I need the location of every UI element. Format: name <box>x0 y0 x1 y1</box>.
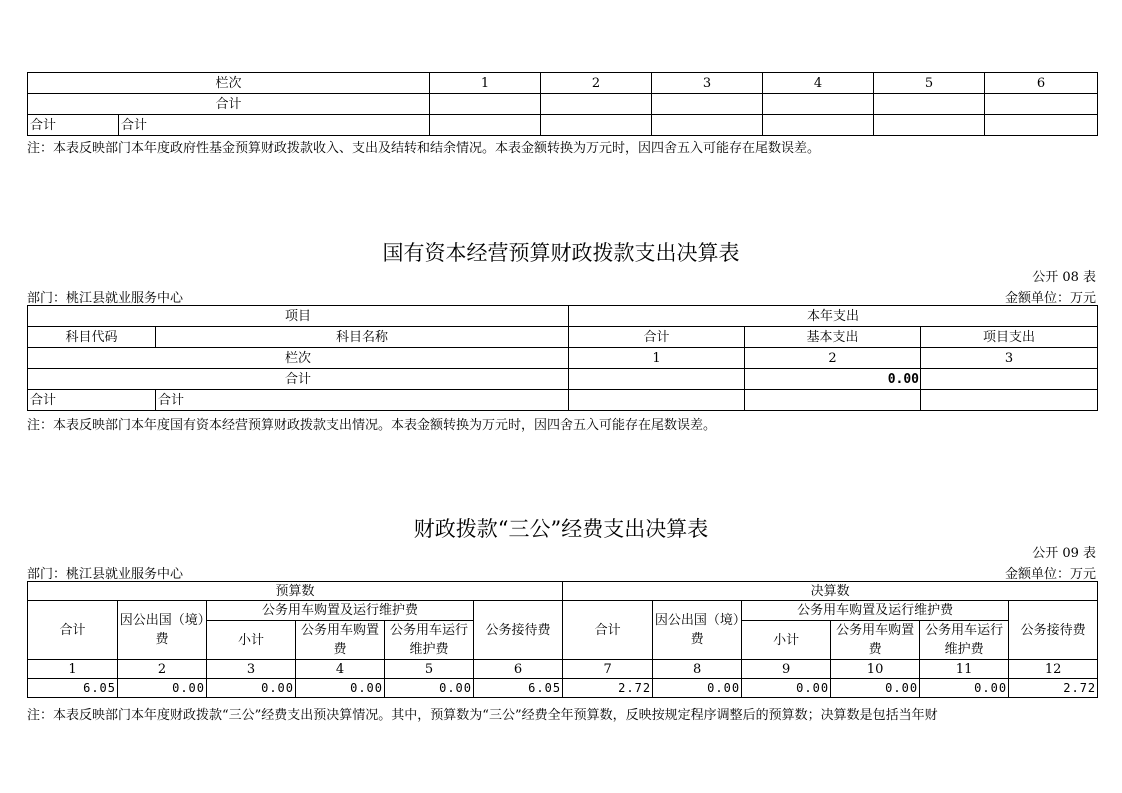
table-row <box>28 369 1098 390</box>
value-cell: 6.05 <box>474 679 563 698</box>
col-number: 1 <box>28 660 118 679</box>
table-row <box>28 601 1098 621</box>
col-number: 12 <box>1009 660 1098 679</box>
value-cell: 0.00 <box>653 679 742 698</box>
header-abroad: 因公出国（境）费 <box>118 601 207 660</box>
header-final: 决算数 <box>563 582 1098 601</box>
col-number: 10 <box>831 660 920 679</box>
table-cell <box>985 94 1098 115</box>
col-number: 4 <box>296 660 385 679</box>
table-row <box>28 582 1098 601</box>
heji-basic-value: 0.00 <box>745 369 921 390</box>
value-cell: 2.72 <box>1009 679 1098 698</box>
header-code: 科目代码 <box>28 327 156 348</box>
table-row <box>28 94 1098 115</box>
header-abroad: 因公出国（境）费 <box>653 601 742 660</box>
value-cell: 6.05 <box>28 679 118 698</box>
department-label: 部门：桃江县就业服务中心 <box>27 291 184 306</box>
lanci-label: 栏次 <box>28 73 430 94</box>
table-cell <box>430 115 541 136</box>
table-cell <box>874 115 985 136</box>
value-cell: 0.00 <box>296 679 385 698</box>
header-basic: 基本支出 <box>745 327 921 348</box>
col-number: 6 <box>985 73 1098 94</box>
table-cell <box>763 94 874 115</box>
table-cell <box>921 369 1098 390</box>
table-note: 注：本表反映部门本年度国有资本经营预算财政拨款支出情况。本表金额转换为万元时，因四舍五入可能存在尾数误差。 <box>27 418 717 433</box>
table-cell <box>921 390 1098 411</box>
value-cell: 0.00 <box>207 679 296 698</box>
unit-label: 金额单位：万元 <box>1004 567 1096 582</box>
col-number: 6 <box>474 660 563 679</box>
header-budget: 预算数 <box>28 582 563 601</box>
header-car: 公务用车购置及运行维护费 <box>207 601 474 621</box>
three-public-table <box>27 581 1098 698</box>
table-row <box>28 660 1098 679</box>
heji-label: 合计 <box>28 115 119 136</box>
header-total: 合计 <box>569 327 745 348</box>
value-cell: 0.00 <box>742 679 831 698</box>
table-cell <box>430 94 541 115</box>
value-cell: 0.00 <box>385 679 474 698</box>
col-number: 2 <box>745 348 921 369</box>
header-reception: 公务接待费 <box>474 601 563 660</box>
value-cell: 2.72 <box>563 679 653 698</box>
col-number: 3 <box>207 660 296 679</box>
header-reception: 公务接待费 <box>1009 601 1098 660</box>
header-name: 科目名称 <box>156 327 569 348</box>
col-number: 5 <box>385 660 474 679</box>
state-capital-table <box>27 305 1098 411</box>
col-number: 2 <box>118 660 207 679</box>
table-cell <box>652 94 763 115</box>
heji-label: 合计 <box>28 369 569 390</box>
table-cell <box>541 94 652 115</box>
col-number: 1 <box>430 73 541 94</box>
table-cell <box>763 115 874 136</box>
table-code: 公开 09 表 <box>1032 546 1096 561</box>
header-car-run: 公务用车运行维护费 <box>920 621 1009 660</box>
heji-label: 合计 <box>28 390 156 411</box>
page-title: 国有资本经营预算财政拨款支出决算表 <box>382 241 740 265</box>
heji-label: 合计 <box>119 115 430 136</box>
lanci-label: 栏次 <box>28 348 569 369</box>
header-item: 项目 <box>28 306 569 327</box>
table-cell <box>569 369 745 390</box>
table-cell <box>541 115 652 136</box>
col-number: 9 <box>742 660 831 679</box>
table-row <box>28 327 1098 348</box>
table-row <box>28 390 1098 411</box>
header-car-buy: 公务用车购置费 <box>296 621 385 660</box>
heji-label: 合计 <box>28 94 430 115</box>
table-row <box>28 306 1098 327</box>
header-car-run: 公务用车运行维护费 <box>385 621 474 660</box>
header-subtotal: 小计 <box>742 621 831 660</box>
col-number: 4 <box>763 73 874 94</box>
table-row <box>28 115 1098 136</box>
header-total: 合计 <box>28 601 118 660</box>
col-number: 7 <box>563 660 653 679</box>
table-cell <box>569 390 745 411</box>
table-cell <box>652 115 763 136</box>
header-project: 项目支出 <box>921 327 1098 348</box>
table-row <box>28 679 1098 698</box>
value-cell: 0.00 <box>920 679 1009 698</box>
table-row <box>28 348 1098 369</box>
table-code: 公开 08 表 <box>1032 270 1096 285</box>
header-car: 公务用车购置及运行维护费 <box>742 601 1009 621</box>
table-note: 注：本表反映部门本年度财政拨款“三公”经费支出预决算情况。其中，预算数为“三公”经费全年预算数，反映按规定程序调整后的预算数；决算数是包括当年财 <box>27 708 938 723</box>
table-cell <box>745 390 921 411</box>
col-number: 3 <box>921 348 1098 369</box>
heji-label: 合计 <box>156 390 569 411</box>
fund-table <box>27 72 1098 136</box>
value-cell: 0.00 <box>831 679 920 698</box>
col-number: 1 <box>569 348 745 369</box>
header-subtotal: 小计 <box>207 621 296 660</box>
col-number: 11 <box>920 660 1009 679</box>
table-row <box>28 73 1098 94</box>
header-car-buy: 公务用车购置费 <box>831 621 920 660</box>
unit-label: 金额单位：万元 <box>1004 291 1096 306</box>
department-label: 部门：桃江县就业服务中心 <box>27 567 184 582</box>
value-cell: 0.00 <box>118 679 207 698</box>
col-number: 3 <box>652 73 763 94</box>
col-number: 5 <box>874 73 985 94</box>
col-number: 8 <box>653 660 742 679</box>
table-note: 注：本表反映部门本年度政府性基金预算财政拨款收入、支出及结转和结余情况。本表金额转换为万元时，因四舍五入可能存在尾数误差。 <box>27 141 821 156</box>
table-cell <box>874 94 985 115</box>
col-number: 2 <box>541 73 652 94</box>
header-total: 合计 <box>563 601 653 660</box>
table-cell <box>985 115 1098 136</box>
page-title: 财政拨款“三公”经费支出决算表 <box>413 517 709 541</box>
header-current: 本年支出 <box>569 306 1098 327</box>
